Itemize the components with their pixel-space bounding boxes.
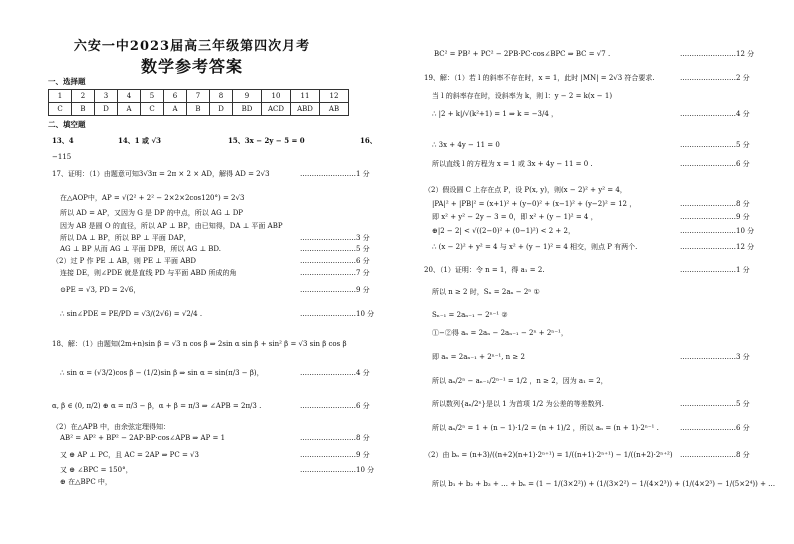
table-cell: BD <box>233 103 262 116</box>
table-cell: D <box>95 103 118 116</box>
page-subtitle: 数学参考答案 <box>140 57 243 76</box>
solution-line: 又 ⊕ AP ⊥ PC，且 AC = 2AP ⇒ PC = √3 <box>60 451 199 459</box>
solution-line: 所以数列{aₙ/2ⁿ}是以 1 为首项 1/2 为公差的等差数列. <box>432 400 604 408</box>
score-marker: ……………………6 分 <box>300 257 370 265</box>
solution-line: 因为 AB 是圆 O 的直径，所以 AP ⊥ BP，由已知得，DA ⊥ 平面 ABP <box>60 222 283 230</box>
table-cell: ACD <box>262 103 291 116</box>
score-marker: ……………………10 分 <box>680 227 755 235</box>
answer-16-value: −115 <box>52 153 72 161</box>
score-marker: ……………………8 分 <box>680 451 750 459</box>
table-cell: 2 <box>72 90 95 103</box>
score-marker: ……………………10 分 <box>300 310 375 318</box>
solution-line: （2）假设圆 C 上存在点 P，设 P(x, y)，则(x − 2)² + y² = 4， <box>424 186 627 194</box>
score-marker: ……………………9 分 <box>300 451 370 459</box>
table-cell: 9 <box>233 90 262 103</box>
solution-line: 17、证明：（1）由题意可知3√3π = 2π × 2 × AD，解得 AD = 2√3 <box>52 170 270 178</box>
score-marker: ……………………3 分 <box>680 353 750 361</box>
table-cell: B <box>72 103 95 116</box>
score-marker: ……………………10 分 <box>300 466 375 474</box>
solution-line: ①−②得 aₙ = 2aₙ − 2aₙ₋₁ − 2ⁿ + 2ⁿ⁻¹， <box>432 329 568 337</box>
solution-line: ∴ sin α = (√3/2)cos β − (1/2)sin β ⇒ sin α = sin(π/3 − β)， <box>60 369 264 377</box>
page-title: 六安一中2023届高三年级第四次月考 <box>73 39 311 54</box>
solution-line: 所以 aₙ/2ⁿ = 1 + (n − 1)·1/2 = (n + 1)/2 ，所以 aₙ = (n + 1)·2ⁿ⁻¹ . <box>432 424 659 432</box>
score-marker: ……………………8 分 <box>300 434 370 442</box>
score-marker: ……………………6 分 <box>680 424 750 432</box>
solution-line: 即 aₙ = 2aₙ₋₁ + 2ⁿ⁻¹, n ≥ 2 <box>432 353 525 361</box>
table-row-answers <box>49 103 349 116</box>
solution-line: 所以 n ≥ 2 时，Sₙ = 2aₙ − 2ⁿ ① <box>432 288 540 296</box>
answer-16: 16、 <box>360 136 377 145</box>
solution-line: （2）在△APB 中，由余弦定理得知： <box>52 423 170 431</box>
solution-line: 所以 aₙ/2ⁿ − aₙ₋₁/2ⁿ⁻¹ = 1/2 ，n ≥ 2，因为 a₁ = 2， <box>432 377 608 385</box>
solution-line: 所以 DA ⊥ BP，所以 BP ⊥ 平面 DAP， <box>60 234 191 242</box>
table-cell: C <box>141 103 164 116</box>
score-marker: ……………………5 分 <box>680 141 750 149</box>
answer-table <box>48 89 349 116</box>
table-cell: 4 <box>118 90 141 103</box>
table-row-numbers <box>49 90 349 103</box>
solution-line: 即 x² + y² − 2y − 3 = 0，即 x² + (y − 1)² = 4 ， <box>432 213 598 221</box>
solution-line: 在△AOP中，AP = √(2² + 2² − 2×2×2cos120°) = 2√3 <box>60 194 245 202</box>
score-marker: ……………………1 分 <box>300 170 370 178</box>
solution-line: 又 ⊕ ∠BPC = 150°， <box>60 466 133 474</box>
table-cell: 5 <box>141 90 164 103</box>
score-marker: ……………………2 分 <box>680 74 750 82</box>
solution-line: 当 l 的斜率存在时，设斜率为 k，则 l：y − 2 = k(x − 1) <box>432 92 613 100</box>
table-cell: 12 <box>320 90 349 103</box>
table-cell: 7 <box>187 90 210 103</box>
solution-line: ∴ sin∠PDE = PE/PD = √3/(2√6) = √2/4 . <box>60 310 203 318</box>
solution-line: 19、解：（1）若 l 的斜率不存在时，x = 1，此时 |MN| = 2√3 符合要求. <box>424 74 655 82</box>
table-cell: AB <box>320 103 349 116</box>
solution-line: α, β ∈ (0, π/2) ⊕ α = π/3 − β，α + β = π/3 ⇒ ∠APB = 2π/3 . <box>52 402 262 410</box>
table-cell: 6 <box>164 90 187 103</box>
score-marker: ……………………6 分 <box>680 160 750 168</box>
solution-line: 18、解：（1）由题知(2m+n)sin β = √3 n cos β ⇒ 2sin α sin β + sin² β = √3 sin β cos β <box>52 340 347 348</box>
table-cell: 3 <box>95 90 118 103</box>
table-cell: A <box>164 103 187 116</box>
score-marker: ……………………5 分 <box>680 400 750 408</box>
solution-line: 20、（1）证明：令 n = 1，得 a₁ = 2. <box>424 266 545 274</box>
score-marker: ……………………12 分 <box>680 50 755 58</box>
solution-line: |PA|² + |PB|² = (x+1)² + (y−0)² + (x−1)² + (y−2)² = 12 ， <box>432 200 637 208</box>
score-marker: ……………………9 分 <box>680 213 750 221</box>
solution-line: AG ⊥ BP 从而 AG ⊥ 平面 DPB，所以 AG ⊥ BD. <box>60 245 221 253</box>
score-marker: ……………………9 分 <box>300 286 370 294</box>
solution-line: AB² = AP² + BP² − 2AP·BP·cos∠APB ⇒ AP = 1 <box>60 434 226 442</box>
score-marker: ……………………8 分 <box>680 200 750 208</box>
table-cell: D <box>210 103 233 116</box>
score-marker: ……………………5 分 <box>300 245 370 253</box>
answer-15: 15、3x − 2y − 5 = 0 <box>228 136 305 145</box>
section-choice-heading: 一、选择题 <box>48 77 86 86</box>
table-cell: A <box>118 103 141 116</box>
table-cell: ABD <box>291 103 320 116</box>
solution-line: ⊕ 在△BPC 中， <box>60 478 112 486</box>
solution-line: （2）过 P 作 PE ⊥ AB，则 PE ⊥ 平面 ABD <box>52 257 197 265</box>
solution-line: BC² = PB² + PC² − 2PB·PC·cos∠BPC ⇒ BC = √7 . <box>434 50 611 58</box>
answer-14: 14、1 或 √3 <box>118 136 161 145</box>
score-marker: ……………………1 分 <box>680 266 750 274</box>
table-cell: B <box>187 103 210 116</box>
solution-line: ⊕|2 − 2| < √((2−0)² + (0−1)²) < 2 + 2， <box>432 227 575 235</box>
section-fill-heading: 二、填空题 <box>48 120 86 129</box>
solution-line: 连接 DE，则∠PDE 就是直线 PD 与平面 ABD 所成的角 <box>60 269 237 277</box>
score-marker: ……………………12 分 <box>680 243 755 251</box>
score-marker: ……………………4 分 <box>680 110 750 118</box>
solution-line: 所以 AD = AP，又因为 G 是 DP 的中点，所以 AG ⊥ DP <box>60 209 244 217</box>
table-cell: 11 <box>291 90 320 103</box>
score-marker: ……………………7 分 <box>300 269 370 277</box>
answer-13: 13、4 <box>52 136 74 145</box>
score-marker: ……………………3 分 <box>300 234 370 242</box>
solution-line: ⊙PE = √3, PD = 2√6， <box>60 286 141 294</box>
solution-line: ∴ 3x + 4y − 11 = 0 <box>432 141 500 149</box>
solution-line: ∴ |2 + k|/√(k²+1) = 1 ⇒ k = −3/4 ， <box>432 110 559 118</box>
table-cell: 10 <box>262 90 291 103</box>
solution-line: 所以 b₁ + b₂ + b₃ + … + bₙ = (1 − 1/(3×2²)) + (1/(3×2²) − 1/(4×2³)) + (1/(4×2³) − 1/(5×2⁴)) + … <box>432 480 776 488</box>
solution-line: ∴ (x − 2)² + y² = 4 与 x² + (y − 1)² = 4 相交，则点 P 有两个. <box>432 243 638 251</box>
score-marker: ……………………6 分 <box>300 402 370 410</box>
table-cell: 1 <box>49 90 72 103</box>
solution-line: Sₙ₋₁ = 2aₙ₋₁ − 2ⁿ⁻¹ ② <box>432 311 508 319</box>
table-cell: 8 <box>210 90 233 103</box>
solution-line: （2）由 bₙ = (n+3)/((n+2)(n+1)·2ⁿ⁺¹) = 1/((n+1)·2ⁿ⁺¹) − 1/((n+2)·2ⁿ⁺²) <box>424 451 673 459</box>
score-marker: ……………………4 分 <box>300 369 370 377</box>
table-cell: C <box>49 103 72 116</box>
solution-line: 所以直线 l 的方程为 x = 1 或 3x + 4y − 11 = 0 . <box>432 160 593 168</box>
